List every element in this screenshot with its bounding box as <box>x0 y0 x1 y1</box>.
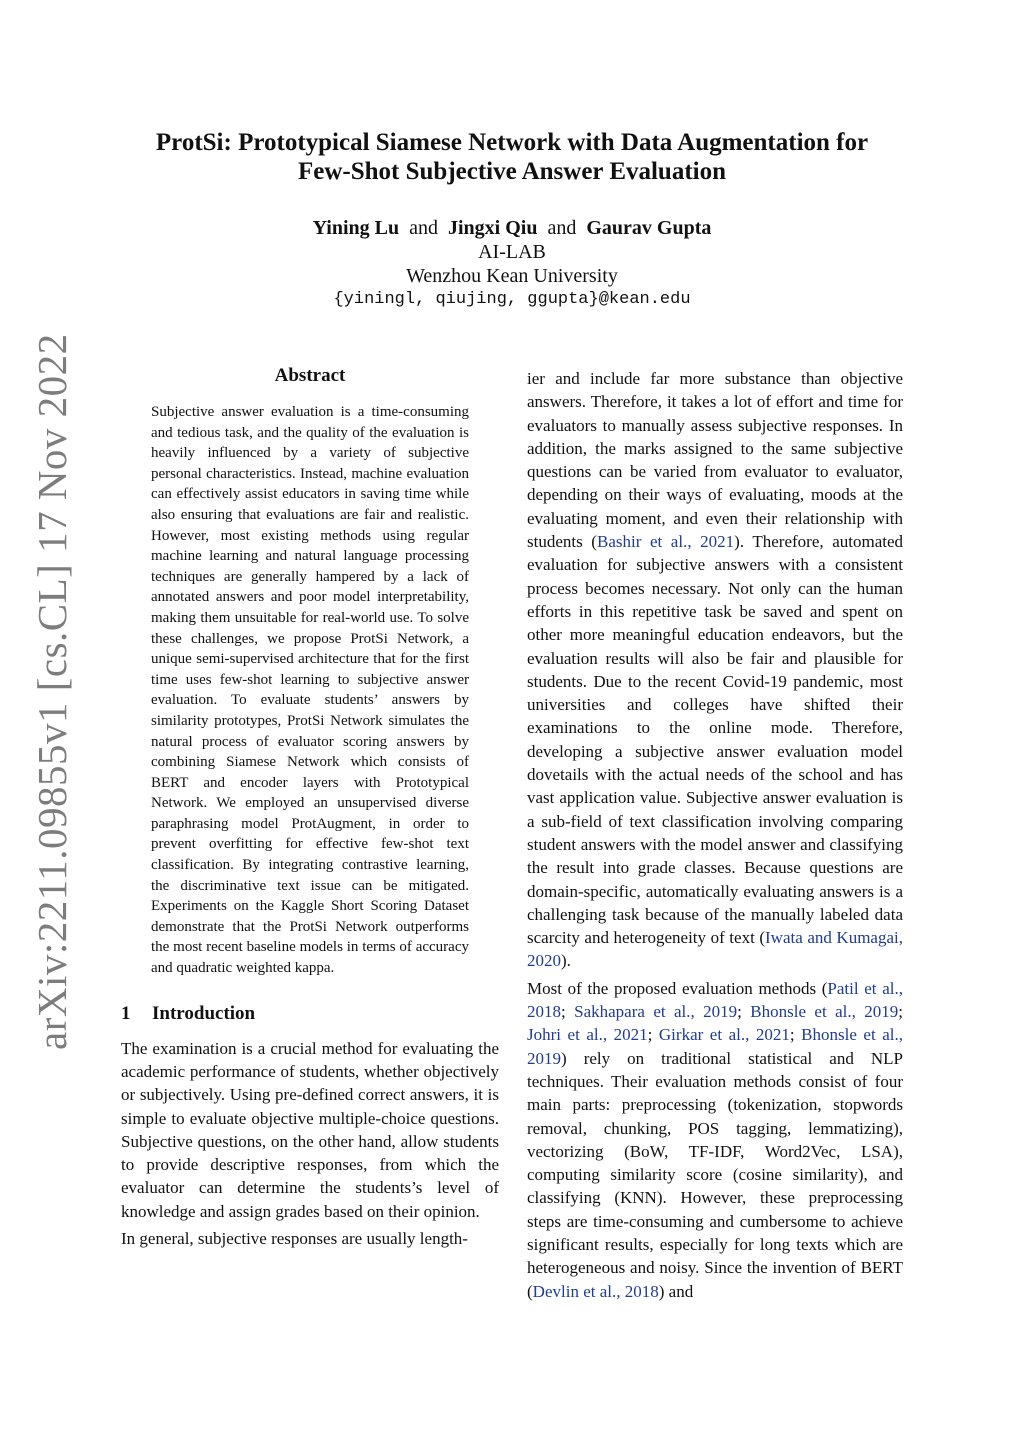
affiliation-university: Wenzhou Kean University <box>406 265 618 287</box>
intro-paragraph-2-cont: ier and include far more substance than objective answers. Therefore, it takes a lot of effort and time for evaluators to manually assess subjective responses. In addition, the marks assigned to the same subjective questions can be varied from evaluator to evaluator, depending on their ways of evaluating, moods at the evaluating moment, and even their relationship with students (Bashir et al., 2021). Therefore, automated evaluation for subjective answers with a consistent process becomes necessary. Not only can the human efforts in this repetitive task be saved and spent on other more meaningful education endeavors, but the evaluation results will also be fair and plausible for students. Due to the recent Covid-19 pandemic, most universities and colleges have shifted their examinations to the online mode. Therefore, developing a subjective answer evaluation model dovetails with the actual needs of the school and has vast application value. Subjective answer evaluation is a sub-field of text classification involving comparing student answers with the model answer and classifying the result into grade classes. Because questions are domain-specific, automatically evaluating answers is a challenging task because of the manually labeled data scarcity and heterogeneity of text (Iwata and Kumagai, 2020). <box>527 369 904 971</box>
left-column <box>121 365 499 1250</box>
citation-link[interactable]: Bhonsle et al., 2019 <box>750 1002 899 1022</box>
title-line-1: ProtSi: Prototypical Siamese Network with Data Augmentation for <box>155 129 869 156</box>
citation-link[interactable]: Devlin et al., 2018 <box>532 1281 659 1301</box>
intro-paragraph-1: The examination is a crucial method for evaluating the academic performance of students, whether objectively or subjectively. Using pre-defined correct answers, it is simple to evaluate objective multiple-choice questions. Subjective questions, on the other hand, allow students to provide descriptive responses, from which the evaluator can determine the students’s level of knowledge and assign grades based on their opinion. <box>121 1038 499 1221</box>
section-number: 1 <box>121 1002 131 1024</box>
section-heading-introduction <box>121 1003 499 1025</box>
citation-link[interactable]: Bhonsle et al., 2019 <box>527 1025 903 1068</box>
abstract-text: Subjective answer evaluation is a time-consuming and tedious task, and the quality of the evaluation is heavily influenced by a variety of subjective personal characteristics. Instead, machine evaluation can effectively assist educators in saving time while also ensuring that evaluations are fair and realistic. However, most existing methods using regular machine learning and natural language processing techniques are generally hampered by a lack of annotated answers and poor model interpretability, making them unsuitable for real-world use. To solve these challenges, we propose ProtSi Network, a unique semi-supervised architecture that for the first time uses few-shot learning to subjective answer evaluation. To evaluate students’ answers by similarity prototypes, ProtSi Network simulates the natural process of evaluator scoring answers by combining Siamese Network which consists of BERT and encoder layers with Prototypical Network. We employed an unsupervised diverse paraphrasing model ProtAugment, in order to prevent overfitting for effective few-shot text classification. By integrating contrastive learning, the discriminative text issue can be mitigated. Experiments on the Kaggle Short Scoring Dataset demonstrate that the ProtSi Network outperforms the most recent baseline models in terms of accuracy and quadratic weighted kappa. <box>151 404 469 977</box>
author-names <box>0 216 1024 240</box>
citation-link[interactable]: Patil et al., 2018 <box>527 978 903 1022</box>
citation-link[interactable]: Johri et al., 2021 <box>527 1025 648 1045</box>
intro-paragraph-3: Most of the proposed evaluation methods (Patil et al., 2018; Sakhapara et al., 2019; Bhonsle et al., 2019; Johri et al., 2021; Girkar et al., 2021; Bhonsle et al., 2019) rely on traditional statistical and NLP techniques. Their evaluation methods consist of four main parts: preprocessing (tokenization, stopwords removal, chunking, POS tagging, lemmatizing), vectorizing (BoW, TF-IDF, Word2Vec, LSA), computing similarity score (cosine similarity), and classifying (KNN). However, these preprocessing steps are time-consuming and cumbersome to achieve significant results, especially for long texts which are heterogeneous and noisy. Since the invention of BERT (Devlin et al., 2018) and <box>527 978 903 1301</box>
title-line-2: Few-Shot Subjective Answer Evaluation <box>297 158 727 185</box>
citation-link[interactable]: Girkar et al., 2021 <box>658 1025 790 1045</box>
right-column <box>527 367 903 1303</box>
paper-title <box>0 128 1024 186</box>
author-2: Jingxi Qiu <box>448 217 538 239</box>
author-1: Yining Lu <box>312 217 400 239</box>
abstract-heading: Abstract <box>274 365 346 386</box>
affiliation-lab: AI-LAB <box>478 241 546 263</box>
author-block <box>0 216 1024 312</box>
author-email[interactable]: {yiningl, qiujing, ggupta}@kean.edu <box>333 290 691 309</box>
citation-link[interactable]: Sakhapara et al., 2019 <box>574 1002 738 1022</box>
section-title: Introduction <box>152 1002 256 1024</box>
author-3: Gaurav Gupta <box>586 217 712 239</box>
author-conj-1: and <box>409 217 438 239</box>
author-conj-2: and <box>547 217 577 239</box>
citation-link[interactable]: Iwata and Kumagai, 2020 <box>527 928 903 971</box>
intro-paragraph-2-start: In general, subjective responses are usually length- <box>121 1229 468 1248</box>
arxiv-sidebar-stamp: arXiv:2211.09855v1 [cs.CL] 17 Nov 2022 <box>29 333 75 1050</box>
citation-link[interactable]: Bashir et al., 2021 <box>596 532 735 552</box>
